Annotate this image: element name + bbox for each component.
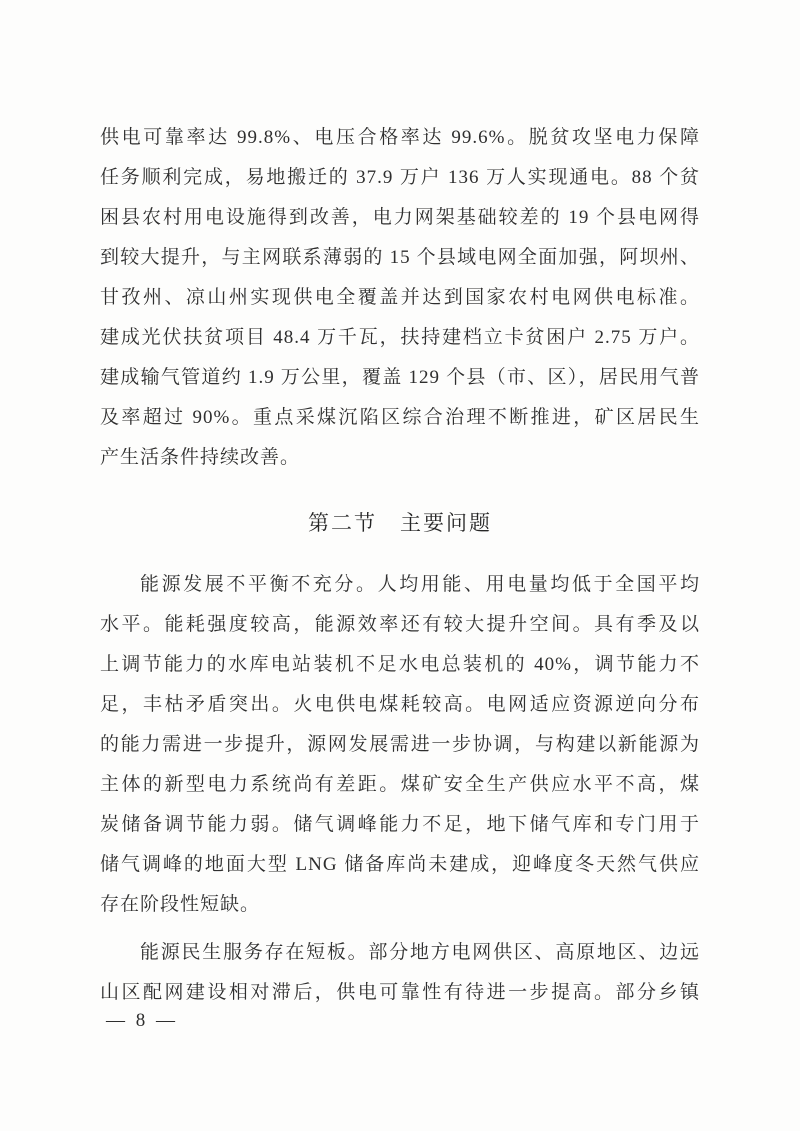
- text-line: 上调节能力的水库电站装机不足水电总装机的 40%，调节能力不: [100, 654, 700, 675]
- text-line: 甘孜州、凉山州实现供电全覆盖并达到国家农村电网供电标准。: [100, 287, 700, 308]
- page-number: — 8 —: [106, 1010, 178, 1031]
- text-line: 及率超过 90%。重点采煤沉陷区综合治理不断推进，矿区居民生: [100, 407, 700, 428]
- page-content: [100, 118, 700, 1013]
- text-line: 建成光伏扶贫项目 48.4 万千瓦，扶持建档立卡贫困户 2.75 万户。: [100, 327, 700, 348]
- text-line: 水平。能耗强度较高，能源效率还有较大提升空间。具有季及以: [100, 614, 700, 635]
- text-line: 存在阶段性短缺。: [100, 894, 261, 915]
- text-line: 任务顺利完成，易地搬迁的 37.9 万户 136 万人实现通电。88 个贫: [100, 167, 700, 188]
- text-line: 主体的新型电力系统尚有差距。煤矿安全生产供应水平不高，煤: [100, 774, 700, 795]
- text-line: 炭储备调节能力弱。储气调峰能力不足，地下储气库和专门用于: [100, 814, 700, 835]
- text-line: 供电可靠率达 99.8%、电压合格率达 99.6%。脱贫攻坚电力保障: [100, 127, 700, 148]
- paragraph: [100, 933, 700, 1013]
- text-line: 足，丰枯矛盾突出。火电供电煤耗较高。电网适应资源逆向分布: [100, 694, 700, 715]
- paragraph: [100, 565, 700, 925]
- paragraph: [100, 118, 700, 478]
- section-heading: 第二节 主要问题: [308, 511, 492, 535]
- text-line: 山区配网建设相对滞后，供电可靠性有待进一步提高。部分乡镇: [100, 982, 700, 1003]
- text-line: 能源民生服务存在短板。部分地方电网供区、高原地区、边远: [140, 942, 700, 963]
- text-line: 产生活条件持续改善。: [100, 447, 301, 468]
- text-line: 储气调峰的地面大型 LNG 储备库尚未建成，迎峰度冬天然气供应: [100, 854, 700, 875]
- text-line: 到较大提升，与主网联系薄弱的 15 个县域电网全面加强，阿坝州、: [100, 247, 700, 268]
- text-line: 的能力需进一步提升，源网发展需进一步协调，与构建以新能源为: [100, 734, 700, 755]
- text-line: 困县农村用电设施得到改善，电力网架基础较差的 19 个县电网得: [100, 207, 700, 228]
- text-line: 能源发展不平衡不充分。人均用能、用电量均低于全国平均: [140, 574, 700, 595]
- text-line: 建成输气管道约 1.9 万公里，覆盖 129 个县（市、区），居民用气普: [100, 367, 700, 388]
